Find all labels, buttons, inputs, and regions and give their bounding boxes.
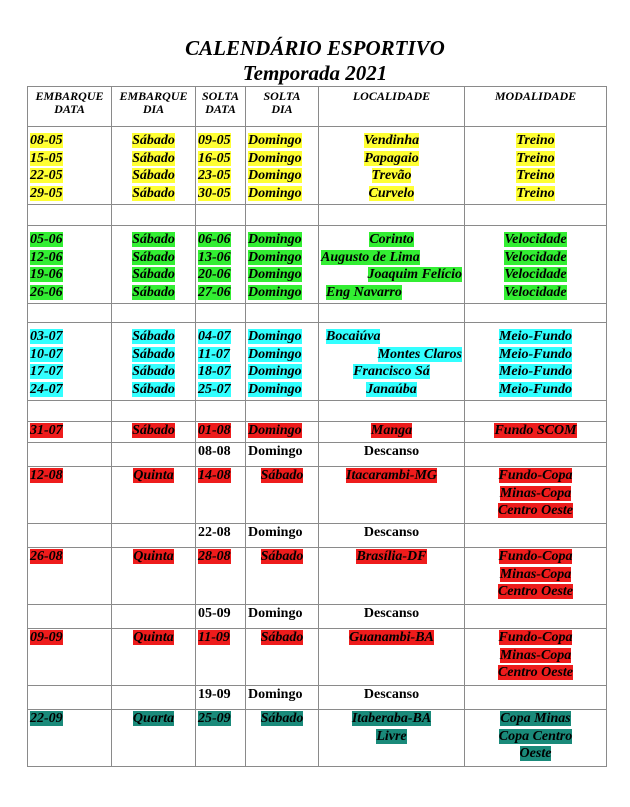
table-cell: 19-09 xyxy=(198,687,231,702)
calendar-table xyxy=(27,86,607,767)
col-solta-data xyxy=(196,467,246,524)
table-cell: Bocaiúva xyxy=(326,329,381,344)
table-cell: Domingo xyxy=(248,329,302,344)
table-cell: Sábado xyxy=(132,150,175,166)
table-cell: 28-08 xyxy=(198,549,231,564)
table-cell: 16-05 xyxy=(198,150,231,166)
table-row xyxy=(28,710,607,767)
table-cell: 25-07 xyxy=(198,381,231,397)
table-row xyxy=(28,467,607,524)
table-row xyxy=(28,548,607,605)
col-modalidade xyxy=(465,226,607,304)
col-embarque-dia xyxy=(112,710,196,767)
col-solta-dia xyxy=(246,127,319,205)
col-solta-data xyxy=(196,422,246,443)
col-solta-dia xyxy=(246,548,319,605)
col-solta-data xyxy=(196,127,246,205)
table-cell: Domingo xyxy=(248,267,302,282)
table-cell: Treino xyxy=(516,168,555,183)
header-solta-dia: SOLTA DIA xyxy=(246,87,319,127)
table-cell: Treino xyxy=(516,150,555,166)
table-cell: Copa Centro xyxy=(498,728,573,744)
col-solta-dia xyxy=(246,605,319,629)
col-modalidade xyxy=(465,323,607,401)
table-cell: Sábado xyxy=(132,267,175,282)
table-cell: Sábado xyxy=(132,329,175,344)
table-cell: Centro Oeste xyxy=(497,584,574,599)
table-cell: 05-06 xyxy=(30,232,63,247)
table-cell: Vendinha xyxy=(363,133,420,148)
table-cell: 23-05 xyxy=(198,168,231,183)
table-cell: Quinta xyxy=(133,468,174,483)
col-solta-dia xyxy=(246,323,319,401)
table-cell: Sábado xyxy=(260,630,304,645)
table-cell: 14-08 xyxy=(198,468,231,483)
table-cell: Corinto xyxy=(369,232,414,247)
table-cell: Itaberaba-BA xyxy=(351,711,432,726)
table-cell: Francisco Sá xyxy=(353,364,430,379)
table-cell: Sábado xyxy=(132,423,175,438)
table-cell: Domingo xyxy=(248,346,302,362)
table-cell: Domingo xyxy=(248,525,303,540)
table-row xyxy=(28,605,607,629)
col-embarque-data xyxy=(28,323,112,401)
col-localidade xyxy=(319,710,465,767)
table-cell: 12-08 xyxy=(30,468,63,483)
table-cell: Sábado xyxy=(260,468,304,483)
col-embarque-dia xyxy=(112,548,196,605)
col-localidade xyxy=(319,226,465,304)
table-cell: 03-07 xyxy=(30,329,63,344)
col-embarque-dia xyxy=(112,226,196,304)
table-cell: Centro Oeste xyxy=(497,503,574,518)
table-cell: Manga xyxy=(370,423,413,438)
table-cell: 18-07 xyxy=(198,364,231,379)
table-row xyxy=(28,629,607,686)
col-embarque-dia xyxy=(112,467,196,524)
table-cell: 05-09 xyxy=(198,606,231,621)
table-cell: 12-06 xyxy=(30,249,63,265)
col-localidade xyxy=(319,127,465,205)
table-cell: Centro Oeste xyxy=(497,665,574,680)
col-solta-data xyxy=(196,524,246,548)
table-cell: Domingo xyxy=(248,606,303,621)
col-embarque-dia xyxy=(112,127,196,205)
col-solta-data xyxy=(196,443,246,467)
table-cell: Domingo xyxy=(248,284,302,300)
col-localidade xyxy=(319,548,465,605)
col-localidade xyxy=(319,629,465,686)
table-cell: Sábado xyxy=(132,133,175,148)
table-cell: Fundo-Copa xyxy=(498,630,573,645)
table-cell: Meio-Fundo xyxy=(498,381,573,397)
table-cell: Sábado xyxy=(260,711,304,726)
table-cell: 19-06 xyxy=(30,267,63,282)
table-cell: Quarta xyxy=(132,711,175,726)
table-cell: Eng Navarro xyxy=(326,284,402,300)
header-row xyxy=(28,87,607,127)
table-cell: Descanso xyxy=(363,606,420,621)
table-cell: 22-08 xyxy=(198,525,231,540)
table-cell: Domingo xyxy=(248,381,302,397)
table-cell: Fundo SCOM xyxy=(494,423,577,438)
table-cell: 08-05 xyxy=(30,133,63,148)
col-modalidade xyxy=(465,467,607,524)
table-cell: Papagaio xyxy=(364,150,419,166)
col-solta-data xyxy=(196,686,246,710)
col-modalidade xyxy=(465,422,607,443)
table-cell: Sábado xyxy=(132,168,175,183)
table-cell: Domingo xyxy=(248,249,302,265)
col-embarque-data xyxy=(28,548,112,605)
table-cell: 13-06 xyxy=(198,249,231,265)
table-cell: Sábado xyxy=(132,346,175,362)
table-cell: 24-07 xyxy=(30,381,63,397)
table-cell: Domingo xyxy=(248,168,302,183)
table-cell: Domingo xyxy=(248,444,303,459)
col-localidade xyxy=(319,323,465,401)
table-cell: Itacarambi-MG xyxy=(346,468,437,483)
table-cell: Sábado xyxy=(132,249,175,265)
table-cell: Velocidade xyxy=(504,284,567,300)
table-cell: Meio-Fundo xyxy=(498,329,573,344)
header-embarque-dia: EMBARQUE DIA xyxy=(112,87,196,127)
spacer-row xyxy=(28,401,607,422)
spacer-row xyxy=(28,304,607,323)
table-cell: Sábado xyxy=(132,284,175,300)
table-cell: Sábado xyxy=(132,381,175,397)
col-solta-data xyxy=(196,548,246,605)
table-row xyxy=(28,686,607,710)
table-cell: Minas-Copa xyxy=(499,566,572,582)
table-cell: Sábado xyxy=(132,232,175,247)
table-cell: Joaquim Felício xyxy=(367,267,462,282)
col-localidade xyxy=(319,467,465,524)
table-cell: 22-09 xyxy=(30,711,63,726)
table-cell: 11-07 xyxy=(198,346,230,362)
col-modalidade xyxy=(465,548,607,605)
col-embarque-data xyxy=(28,467,112,524)
table-cell: Sábado xyxy=(132,364,175,379)
table-cell: 06-06 xyxy=(198,232,231,247)
table-cell: Fundo-Copa xyxy=(498,468,573,483)
page-subtitle: Temporada 2021 xyxy=(242,61,388,85)
table-cell: Quinta xyxy=(133,630,174,645)
table-cell: 17-07 xyxy=(30,364,63,379)
col-embarque-data xyxy=(28,710,112,767)
col-embarque-data xyxy=(28,226,112,304)
col-solta-data xyxy=(196,710,246,767)
group-july xyxy=(28,323,607,401)
header-modalidade: MODALIDADE xyxy=(465,87,607,127)
header-embarque-data: EMBARQUE DATA xyxy=(28,87,112,127)
col-solta-dia xyxy=(246,443,319,467)
col-localidade xyxy=(319,524,465,548)
table-cell: Domingo xyxy=(248,423,302,438)
table-cell: 10-07 xyxy=(30,346,63,362)
table-cell: Velocidade xyxy=(504,232,567,247)
group-may xyxy=(28,127,607,205)
col-solta-dia xyxy=(246,467,319,524)
table-cell: Treino xyxy=(516,133,555,148)
table-cell: Livre xyxy=(376,728,407,744)
page-title: CALENDÁRIO ESPORTIVO xyxy=(185,36,445,60)
table-cell: Minas-Copa xyxy=(499,647,572,663)
col-solta-dia xyxy=(246,686,319,710)
table-cell: 09-05 xyxy=(198,133,231,148)
table-cell: 31-07 xyxy=(30,423,63,438)
table-cell: 08-08 xyxy=(198,444,231,459)
col-solta-dia xyxy=(246,524,319,548)
table-cell: Montes Claros xyxy=(377,346,462,362)
col-solta-dia xyxy=(246,629,319,686)
table-cell: 30-05 xyxy=(198,185,231,201)
table-cell: Oeste xyxy=(519,746,552,761)
col-embarque-data xyxy=(28,127,112,205)
table-cell: Fundo-Copa xyxy=(498,549,573,564)
table-cell: Janaúba xyxy=(366,381,417,397)
table-cell: Domingo xyxy=(248,185,302,201)
col-localidade xyxy=(319,686,465,710)
table-cell: 11-09 xyxy=(198,630,230,645)
table-cell: 20-06 xyxy=(198,267,231,282)
col-embarque-data xyxy=(28,422,112,443)
col-solta-dia xyxy=(246,710,319,767)
col-embarque-dia xyxy=(112,323,196,401)
table-cell: Augusto de Lima xyxy=(321,249,420,265)
table-cell: Sábado xyxy=(260,549,304,564)
table-cell: 15-05 xyxy=(30,150,63,166)
table-cell: Domingo xyxy=(248,232,302,247)
col-solta-dia xyxy=(246,226,319,304)
table-cell: Domingo xyxy=(248,364,302,379)
table-cell: Velocidade xyxy=(504,267,567,282)
col-solta-data xyxy=(196,605,246,629)
table-cell: Minas-Copa xyxy=(499,485,572,501)
table-cell: 26-06 xyxy=(30,284,63,300)
col-embarque-data xyxy=(28,629,112,686)
col-modalidade xyxy=(465,629,607,686)
table-row xyxy=(28,524,607,548)
col-solta-dia xyxy=(246,422,319,443)
table-cell: Treino xyxy=(516,185,555,201)
table-cell: Domingo xyxy=(248,150,302,166)
table-cell: Domingo xyxy=(248,687,303,702)
table-cell: Guanambi-BA xyxy=(349,630,434,645)
col-modalidade xyxy=(465,710,607,767)
table-cell: Velocidade xyxy=(504,249,567,265)
table-cell: Brasília-DF xyxy=(356,549,427,564)
col-localidade xyxy=(319,605,465,629)
group-june xyxy=(28,226,607,304)
header-solta-data: SOLTA DATA xyxy=(196,87,246,127)
table-cell: 27-06 xyxy=(198,284,231,300)
table-cell: Descanso xyxy=(363,687,420,702)
table-row xyxy=(28,443,607,467)
table-cell: 01-08 xyxy=(198,423,231,438)
table-cell: Sábado xyxy=(132,185,175,201)
table-cell: Descanso xyxy=(363,444,420,459)
table-cell: 09-09 xyxy=(30,630,63,645)
table-cell: Copa Minas xyxy=(500,711,571,726)
col-embarque-dia xyxy=(112,629,196,686)
col-localidade xyxy=(319,422,465,443)
col-localidade xyxy=(319,443,465,467)
col-solta-data xyxy=(196,629,246,686)
table-cell: 22-05 xyxy=(30,168,63,183)
table-cell: 29-05 xyxy=(30,185,63,201)
table-row xyxy=(28,422,607,443)
col-embarque-dia xyxy=(112,422,196,443)
table-cell: Descanso xyxy=(363,525,420,540)
col-solta-data xyxy=(196,226,246,304)
table-cell: Domingo xyxy=(248,133,302,148)
table-cell: 25-09 xyxy=(198,711,231,726)
table-cell: Meio-Fundo xyxy=(498,364,573,379)
table-cell: Meio-Fundo xyxy=(498,346,573,362)
col-modalidade xyxy=(465,127,607,205)
spacer-row xyxy=(28,205,607,226)
table-cell: Quinta xyxy=(133,549,174,564)
table-cell: 26-08 xyxy=(30,549,63,564)
table-cell: Trevão xyxy=(371,168,412,183)
table-cell: Curvelo xyxy=(368,185,415,201)
table-cell: 04-07 xyxy=(198,329,231,344)
header-localidade: LOCALIDADE xyxy=(319,87,465,127)
col-solta-data xyxy=(196,323,246,401)
